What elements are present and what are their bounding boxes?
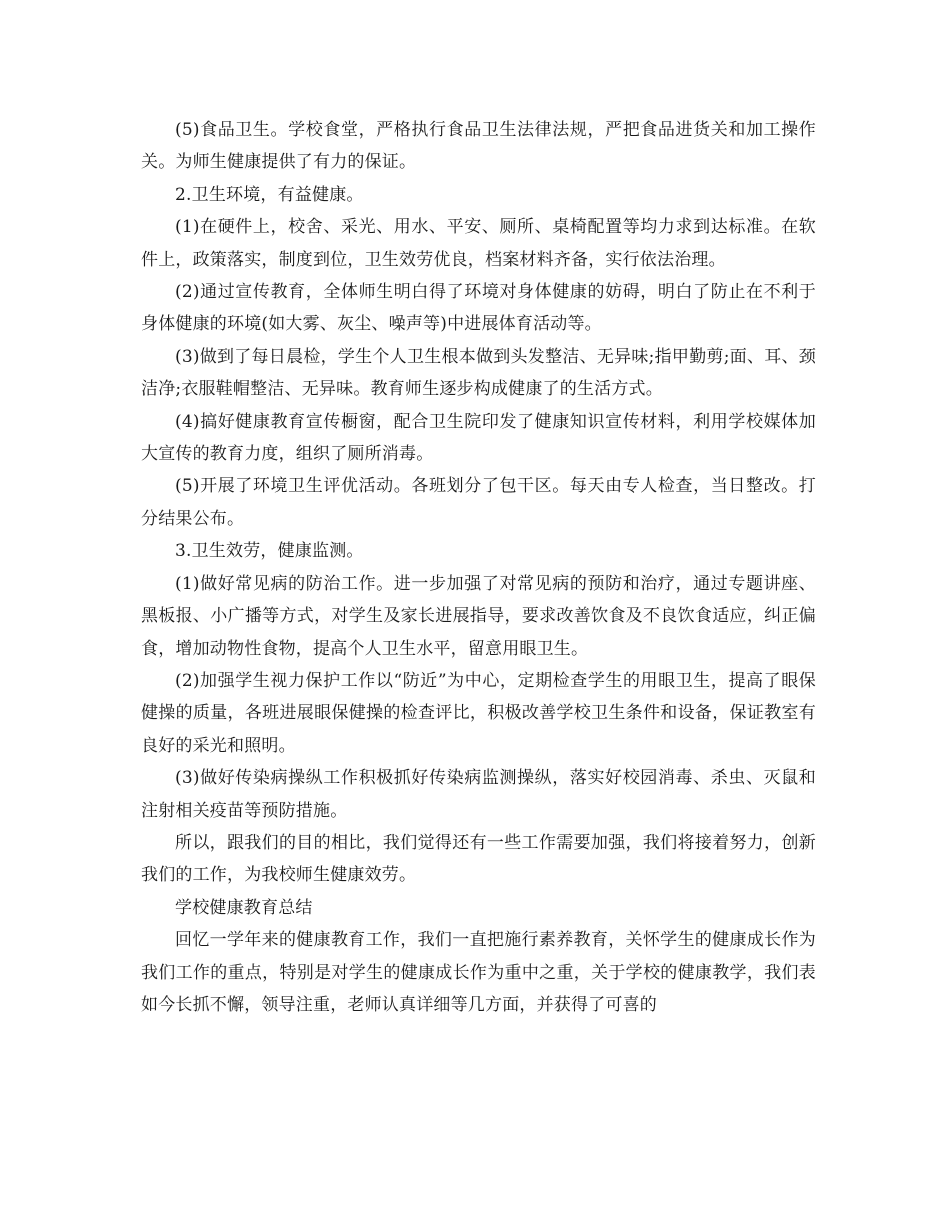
section-heading-environment: 2.卫生环境，有益健康。 <box>175 184 364 205</box>
paragraph-common-disease: (1)做好常见病的防治工作。进一步加强了对常见病的预防和治疗，通过专题讲座、黑板报、小广播等方式，对学生及家长进展指导，要求改善饮食及不良饮食适应，纠正偏食，增加动物性食物，提高个人卫生水平，留意用眼卫生。 <box>141 573 816 659</box>
paragraph-food-hygiene: (5)食品卫生。学校食堂，严格执行食品卫生法律法规，严把食品进货关和加工操作关。为师生健康提供了有力的保证。 <box>141 120 816 173</box>
paragraph-hardware-software: (1)在硬件上，校舍、采光、用水、平安、厕所、桌椅配置等均力求到达标准。在软件上，政策落实，制度到位，卫生效劳优良，档案材料齐备，实行依法治理。 <box>141 217 816 270</box>
paragraph-morning-check: (3)做到了每日晨检，学生个人卫生根本做到头发整洁、无异味;指甲勤剪;面、耳、颈洁净;衣服鞋帽整洁、无异味。教育师生逐步构成健康了的生活方式。 <box>141 346 816 400</box>
section-heading-health-monitoring: 3.卫生效劳，健康监测。 <box>175 541 364 562</box>
paragraph-health-window: (4)搞好健康教育宣传橱窗，配合卫生院印发了健康知识宣传材料，利用学校媒体加大宣传的教育力度，组织了厕所消毒。 <box>141 411 816 465</box>
paragraph-review: 回忆一学年来的健康教育工作，我们一直把施行素养教育，关怀学生的健康成长作为我们工作的重点，特别是对学生的健康成长作为重中之重，关于学校的健康教学，我们表如今长抓不懈，领导注重，老师认真详细等几方面，并获得了可喜的 <box>141 930 816 1015</box>
paragraph-infectious-disease: (3)做好传染病操纵工作积极抓好传染病监测操纵，落实好校园消毒、杀虫、灭鼠和注射相关疫苗等预防措施。 <box>141 768 816 821</box>
paragraph-conclusion: 所以，跟我们的目的相比，我们觉得还有一些工作需要加强，我们将接着努力，创新我们的工作，为我校师生健康效劳。 <box>141 832 816 886</box>
paragraph-environment-evaluation: (5)开展了环境卫生评优活动。各班划分了包干区。每天由专人检查，当日整改。打分结果公布。 <box>141 476 816 529</box>
section-title-school-health-summary: 学校健康教育总结 <box>175 897 313 918</box>
paragraph-vision-protection: (2)加强学生视力保护工作以“防近”为中心，定期检查学生的用眼卫生，提高了眼保健操的质量，各班进展眼保健操的检查评比，积极改善学校卫生条件和设备，保证教室有良好的采光和照明。 <box>141 670 816 756</box>
document-body <box>141 114 816 1021</box>
paragraph-propaganda-education: (2)通过宣传教育，全体师生明白得了环境对身体健康的妨碍，明白了防止在不利于身体健康的环境(如大雾、灰尘、噪声等)中进展体育活动等。 <box>141 282 816 335</box>
